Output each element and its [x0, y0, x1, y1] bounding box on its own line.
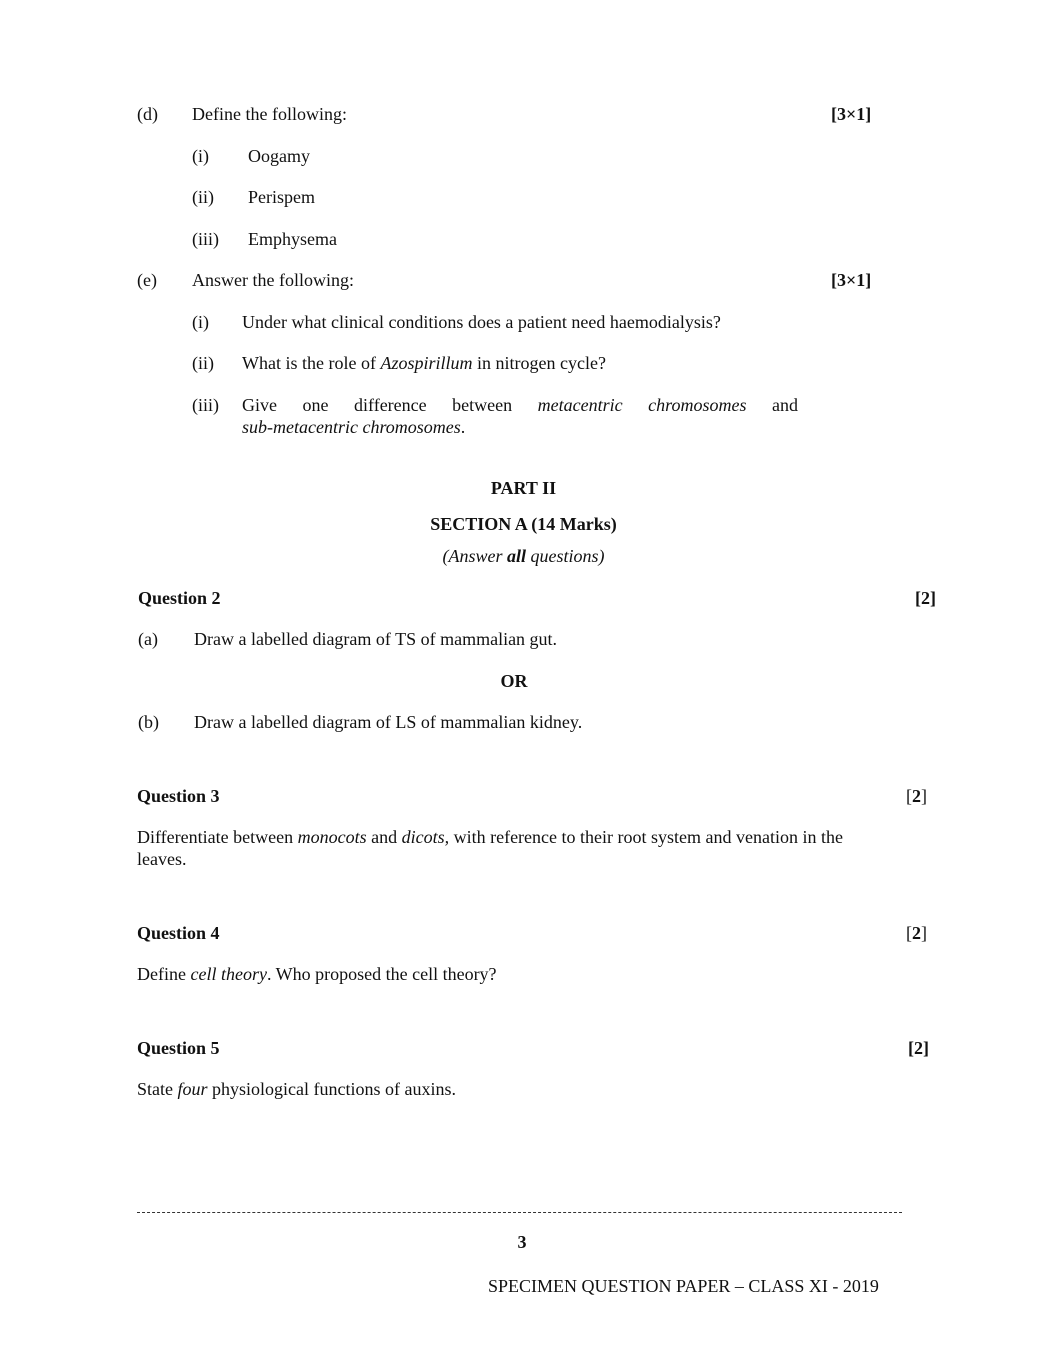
- q1d-item-num: (ii): [192, 187, 214, 207]
- q1e-item-text: Under what clinical conditions does a patient need haemodialysis?: [242, 312, 721, 332]
- q5-title: Question 5: [137, 1038, 220, 1058]
- footer-divider: [137, 1212, 902, 1213]
- q4-text: Define cell theory. Who proposed the cell theory?: [137, 964, 497, 984]
- q4-title: Question 4: [137, 923, 220, 943]
- q2a-label: (a): [138, 629, 158, 649]
- q3-title: Question 3: [137, 786, 220, 806]
- q3-text-line1: Differentiate between monocots and dicots, with reference to their root system and venation in the: [137, 827, 843, 847]
- q2-marks: [2]: [915, 588, 936, 608]
- part-title: PART II: [490, 478, 557, 498]
- footer-text: SPECIMEN QUESTION PAPER – CLASS XI - 2019: [488, 1276, 879, 1296]
- q2b-label: (b): [138, 712, 159, 732]
- section-title: SECTION A (14 Marks): [430, 514, 617, 534]
- q1d-label: (d): [137, 104, 158, 124]
- q1e-item-line2: sub-metacentric chromosomes.: [242, 417, 466, 437]
- section-instruction: (Answer all questions): [442, 546, 605, 566]
- q1e-marks: [3×1]: [831, 270, 872, 290]
- q1e-item-num: (ii): [192, 353, 214, 373]
- q2-title: Question 2: [138, 588, 221, 608]
- q1e-item-line1: Give one difference between metacentric chromosomes and: [242, 395, 798, 415]
- q1e-item-num: (i): [192, 312, 209, 332]
- q1e-label: (e): [137, 270, 157, 290]
- q5-text: State four physiological functions of auxins.: [137, 1079, 456, 1099]
- q1d-item-text: Oogamy: [248, 146, 310, 166]
- q1e-item-text: What is the role of Azospirillum in nitrogen cycle?: [242, 353, 606, 373]
- q2b-text: Draw a labelled diagram of LS of mammalian kidney.: [194, 712, 583, 732]
- q2a-text: Draw a labelled diagram of TS of mammalian gut.: [194, 629, 558, 649]
- q3-text-line2: leaves.: [137, 849, 187, 869]
- azospirillum-term: Azospirillum: [380, 353, 473, 373]
- q4-marks: [2]: [906, 923, 927, 943]
- q1d-item-text: Emphysema: [248, 229, 337, 249]
- q3-marks: [2]: [906, 786, 927, 806]
- q1d-item-num: (iii): [192, 229, 219, 249]
- q1d-item-text: Perispem: [248, 187, 315, 207]
- page-number: 3: [517, 1232, 527, 1252]
- q1e-item-num: (iii): [192, 395, 219, 415]
- q1e-text: Answer the following:: [192, 270, 354, 290]
- q2-or: OR: [500, 671, 528, 691]
- q1d-marks: [3×1]: [831, 104, 872, 124]
- q5-marks: [2]: [908, 1038, 929, 1058]
- q1d-text: Define the following:: [192, 104, 347, 124]
- q1d-item-num: (i): [192, 146, 209, 166]
